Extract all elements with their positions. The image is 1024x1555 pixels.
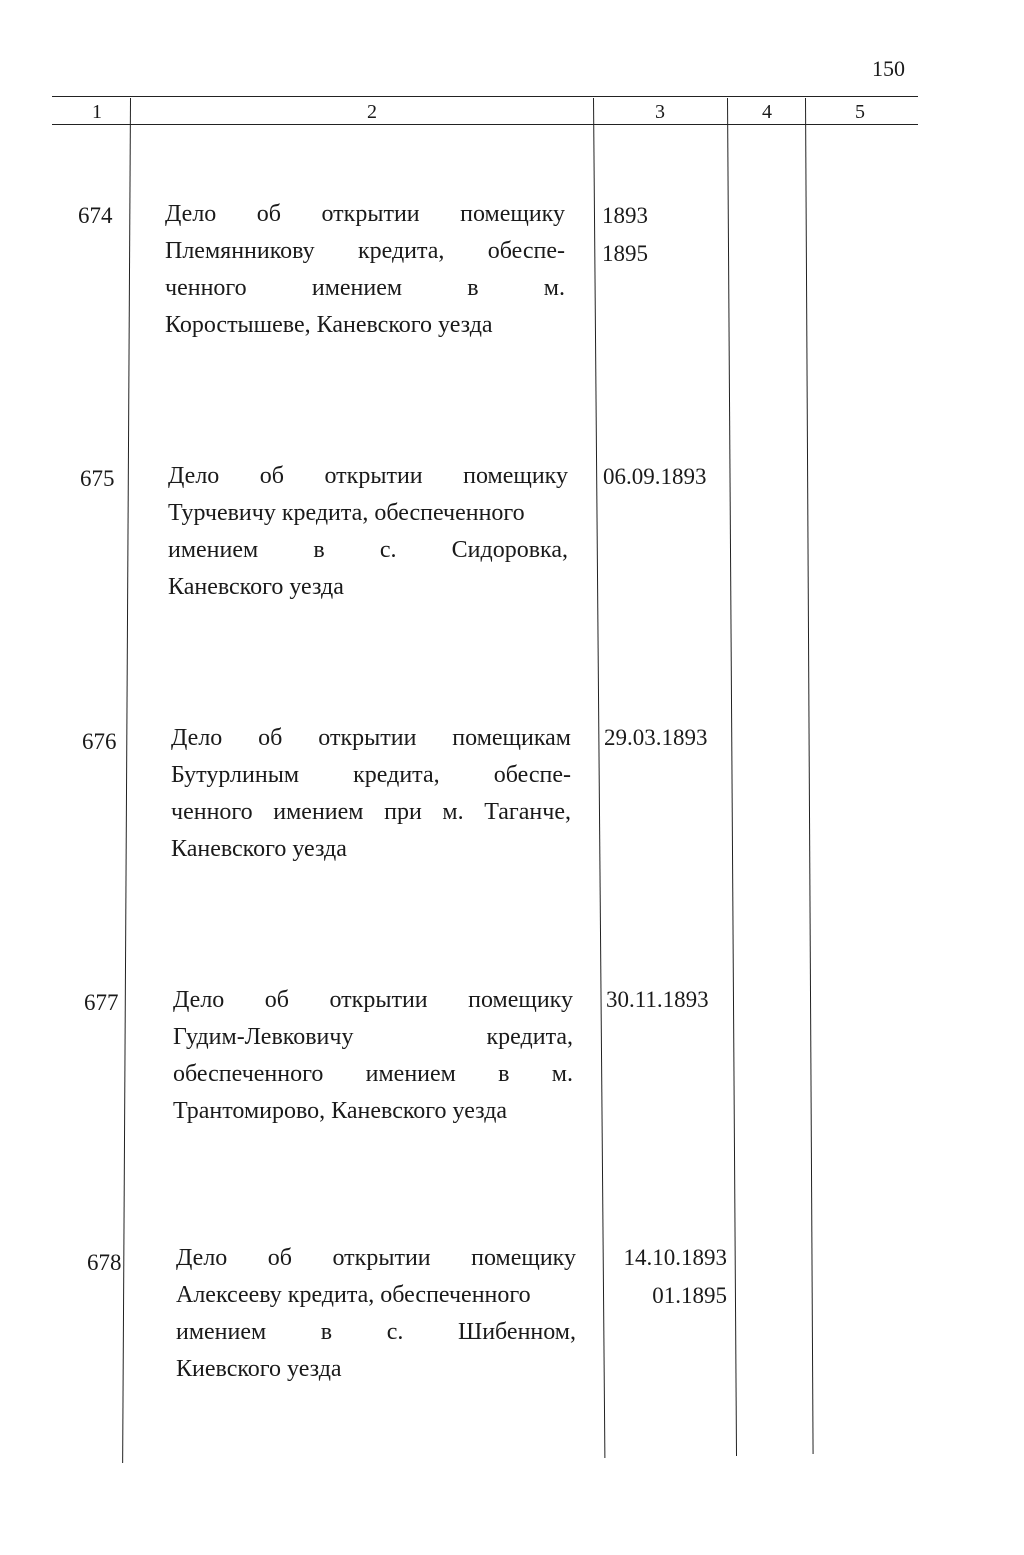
- record-dates: [603, 458, 707, 496]
- column-header-3: 3: [655, 101, 665, 123]
- record-number: 678: [87, 1250, 122, 1275]
- record-number: 675: [80, 466, 115, 491]
- column-divider-3-4: [727, 98, 737, 1456]
- record-number: 674: [78, 203, 113, 228]
- record-description: [168, 458, 568, 606]
- record-number: 677: [84, 990, 119, 1015]
- record-number: 676: [82, 729, 117, 754]
- date-line: 1895: [602, 241, 648, 266]
- date-line: 06.09.1893: [603, 464, 707, 489]
- description-line: ченного имением при м. Таганче,: [171, 799, 571, 825]
- record-dates: [602, 197, 648, 273]
- record-description: [176, 1240, 576, 1388]
- description-line: Дело об открытии помещику: [176, 1245, 576, 1271]
- record-dates: [604, 719, 708, 757]
- column-divider-4-5: [805, 98, 814, 1454]
- record-description: [165, 196, 565, 344]
- date-line: 1893: [602, 203, 648, 228]
- column-divider-1-2: [122, 98, 131, 1463]
- description-line: Племянникову кредита, обеспе-: [165, 238, 565, 264]
- page-number: 150: [872, 56, 905, 81]
- table-header-rule: [52, 124, 918, 125]
- column-header-1: 1: [92, 101, 102, 123]
- description-line: Алексееву кредита, обеспеченного: [176, 1282, 531, 1308]
- description-line: Трантомирово, Каневского уезда: [173, 1098, 508, 1124]
- record-dates: [609, 1239, 727, 1315]
- record-dates: [606, 981, 709, 1019]
- column-divider-2-3: [593, 98, 605, 1458]
- record-description: [171, 720, 571, 868]
- description-line: Каневского уезда: [168, 574, 344, 600]
- date-line: 01.1895: [652, 1283, 727, 1308]
- description-line: Дело об открытии помещику: [168, 463, 568, 489]
- date-line: 30.11.1893: [606, 987, 709, 1012]
- record-description: [173, 982, 573, 1130]
- description-line: обеспеченного имением в м.: [173, 1061, 573, 1087]
- date-line: 14.10.1893: [623, 1245, 727, 1270]
- column-header-4: 4: [762, 101, 772, 123]
- description-line: имением в с. Шибенном,: [176, 1319, 576, 1345]
- table-top-rule: [52, 96, 918, 97]
- description-line: Киевского уезда: [176, 1356, 342, 1382]
- column-header-2: 2: [367, 101, 377, 123]
- description-line: Дело об открытии помещику: [173, 987, 573, 1013]
- description-line: имением в с. Сидоровка,: [168, 537, 568, 563]
- description-line: Турчевичу кредита, обеспеченного: [168, 500, 525, 526]
- description-line: Гудим-Левковичу кредита,: [173, 1024, 573, 1050]
- date-line: 29.03.1893: [604, 725, 708, 750]
- description-line: Каневского уезда: [171, 836, 347, 862]
- column-header-5: 5: [855, 101, 865, 123]
- description-line: Бутурлиным кредита, обеспе-: [171, 762, 571, 788]
- description-line: Дело об открытии помещику: [165, 201, 565, 227]
- description-line: ченного имением в м.: [165, 275, 565, 301]
- description-line: Дело об открытии помещикам: [171, 725, 571, 751]
- description-line: Коростышеве, Каневского уезда: [165, 312, 493, 338]
